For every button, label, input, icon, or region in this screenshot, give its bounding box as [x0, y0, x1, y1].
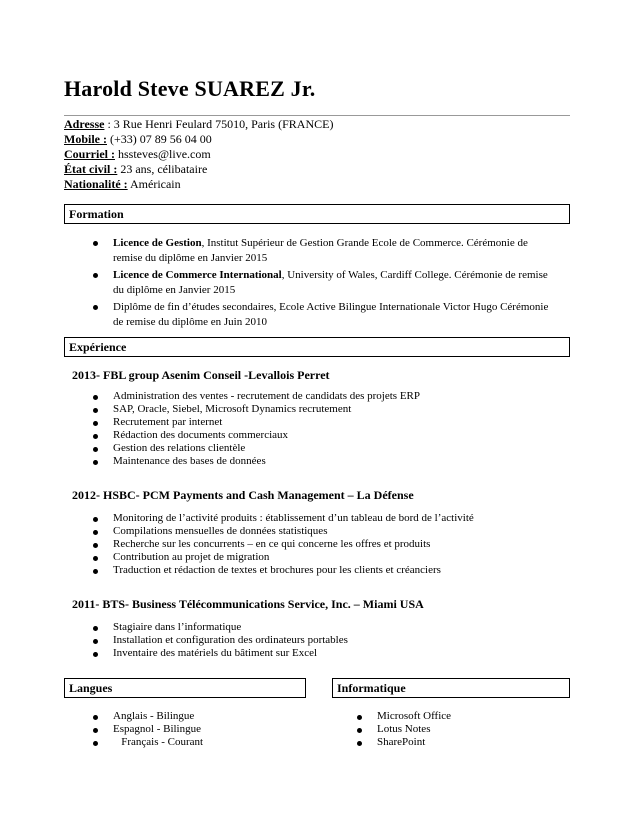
list-item: Maintenance des bases de données [93, 455, 563, 468]
section-header-formation: Formation [64, 204, 570, 224]
list-item: Licence de Gestion, Institut Supérieur de Gestion Grande Ecole de Commerce. Cérémonie de remise du diplôme en Janvier 2015 [93, 236, 553, 266]
job-title: 2011- BTS- Business Télécommunications Service, Inc. – Miami USA [72, 597, 424, 611]
it-skills-list [357, 710, 557, 749]
list-item: Recherche sur les concurrents – en ce qui concerne les offres et produits [93, 538, 563, 551]
contact-block [64, 117, 333, 192]
list-item: Rédaction des documents commerciaux [93, 429, 563, 442]
list-item: SharePoint [357, 736, 557, 749]
list-item: Compilations mensuelles de données statistiques [93, 525, 563, 538]
list-item: Espagnol - Bilingue [93, 723, 303, 736]
list-item: Anglais - Bilingue [93, 710, 303, 723]
contact-value: 3 Rue Henri Feulard 75010, Paris (FRANCE) [113, 117, 334, 131]
list-item: Lotus Notes [357, 723, 557, 736]
contact-line-mobile [64, 132, 333, 147]
contact-line-status [64, 162, 333, 177]
list-item: Microsoft Office [357, 710, 557, 723]
job-task-list [93, 621, 563, 660]
list-item: Gestion des relations clientèle [93, 442, 563, 455]
list-item: Stagiaire dans l’informatique [93, 621, 563, 634]
list-item: SAP, Oracle, Siebel, Microsoft Dynamics recrutement [93, 403, 563, 416]
contact-line-address: Adresse : 3 Rue Henri Feulard 75010, Paris (FRANCE) [64, 117, 334, 131]
list-item: Licence de Commerce International, University of Wales, Cardiff College. Cérémonie de remise du diplôme en Janvier 2015 [93, 268, 553, 298]
contact-value: (+33) 07 89 56 04 00 [110, 132, 212, 146]
job-title: 2012- HSBC- PCM Payments and Cash Management – La Défense [72, 488, 414, 502]
contact-line-email [64, 147, 333, 162]
contact-label: Mobile : [64, 132, 107, 146]
header-divider [64, 115, 570, 116]
list-item: Administration des ventes - recrutement de candidats des projets ERP [93, 390, 563, 403]
list-item: Contribution au projet de migration [93, 551, 563, 564]
job-task-list [93, 390, 563, 468]
list-item: Monitoring de l’activité produits : établissement d’un tableau de bord de l’activité [93, 512, 563, 525]
job-title: 2013- FBL group Asenim Conseil -Levallois Perret [72, 368, 330, 382]
list-item: Installation et configuration des ordinateurs portables [93, 634, 563, 647]
section-header-experience: Expérience [64, 337, 570, 357]
list-item: Recrutement par internet [93, 416, 563, 429]
section-header-languages: Langues [64, 678, 306, 698]
contact-label: Nationalité : [64, 177, 128, 191]
languages-list [93, 710, 303, 749]
contact-label: Courriel : [64, 147, 115, 161]
candidate-name: Harold Steve SUAREZ Jr. [64, 76, 316, 101]
list-item: Inventaire des matériels du bâtiment sur Excel [93, 647, 563, 660]
contact-line-nationality [64, 177, 333, 192]
contact-label: État civil : [64, 162, 118, 176]
list-item: Traduction et rédaction de textes et brochures pour les clients et créanciers [93, 564, 563, 577]
job-task-list [93, 512, 563, 577]
contact-value: 23 ans, célibataire [120, 162, 208, 176]
section-header-it-skills: Informatique [332, 678, 570, 698]
contact-label: Adresse [64, 117, 105, 131]
contact-value: Américain [130, 177, 181, 191]
contact-value: hssteves@live.com [117, 147, 211, 161]
list-item: Diplôme de fin d’études secondaires, Ecole Active Bilingue Internationale Victor Hugo Cérémonie de remise du diplôme en Juin 2010 [93, 300, 553, 330]
formation-list [93, 236, 553, 332]
list-item: Français - Courant [93, 736, 303, 749]
